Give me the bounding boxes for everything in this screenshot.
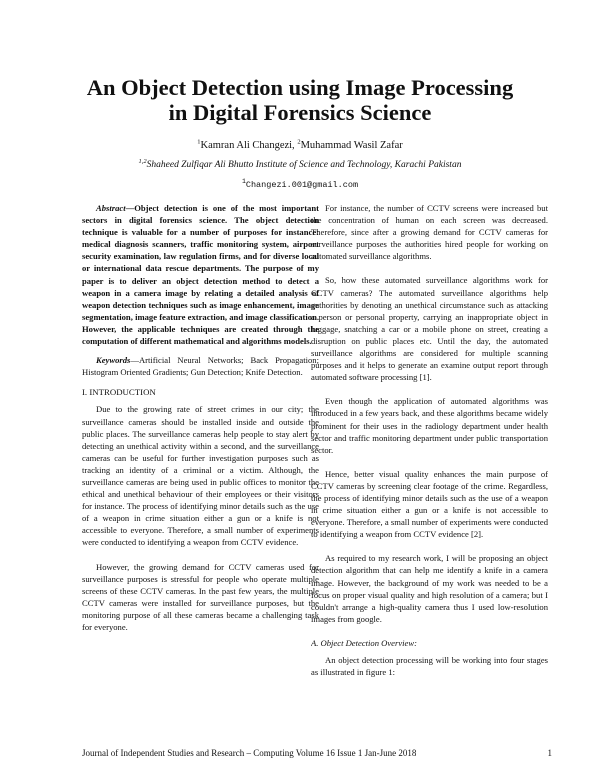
keywords-lead: Keywords (96, 355, 131, 366)
title-line-1: An Object Detection using Image Processing (86, 75, 514, 100)
page-number: 1 (547, 748, 552, 758)
affiliation-text: Shaheed Zulfiqar Ali Bhutto Institute of Science and Technology, Karachi Pakistan (146, 160, 462, 170)
affiliation (40, 157, 560, 170)
author-list (40, 140, 560, 151)
subsection-heading: A. Object Detection Overview: (311, 637, 417, 648)
author-1-superscript: 1 (197, 138, 201, 146)
title-line-2: in Digital Forensics Science (168, 100, 432, 125)
page-footer (82, 748, 552, 758)
author-2: Muhammad Wasil Zafar (300, 140, 403, 151)
right-column (311, 202, 548, 722)
affiliation-superscript: 1,2 (138, 157, 147, 165)
right-paragraph: So, how these automated surveillance algorithms work for CCTV cameras? The automated surveillance algorithms help authorities by denoting an unethical circumstance such as attacking a person or personal property, carrying an inappropriate object in luggage, snatching a car or a mobile phone on street, creating a disruption on public places etc. Until the day, the automated surveillance algorithms are considered for multiple scanning purposes and it helps to generate an examine output report through automated software processing [1]. (311, 275, 548, 383)
footer-journal: Journal of Independent Studies and Research – Computing Volume 16 Issue 1 Jan-June 2018 (82, 748, 417, 758)
section-heading-introduction: I. INTRODUCTION (82, 387, 156, 398)
right-paragraph: For instance, the number of CCTV screens were increased but the concentration of human on each screen was decreased. Therefore, since after a growing demand for CCTV cameras for surveillance purposes the authorities hired people for working on automated surveillance algorithms. (311, 203, 548, 262)
author-email (40, 180, 560, 190)
left-column (82, 202, 319, 722)
right-paragraph: Even though the application of automated algorithms was introduced in a few years back, and these algorithms became widely prominent for their uses in the radiology department under health sector and traffic monitoring department under public transportation sector. (311, 396, 548, 455)
paper-title (40, 75, 560, 125)
abstract (82, 202, 319, 347)
right-paragraph: As required to my research work, I will be proposing an object detection algorithm that can help me identify a knife in a camera image. However, the background of my work was needed to be a focus on proper visual quality and high resolution of a camera; but I couldn't arrange a high-quality camera thus I used low-resolution images from google. (311, 553, 548, 624)
keywords (82, 354, 319, 378)
right-paragraph: Hence, better visual quality enhances the main purpose of CCTV cameras by screening clear footage of the crime. Regardless, the process of identifying minor details such as the use of a weapon in crime situation either a gun or a knife is not accessible to everyone. Therefore, a small number of experiments were conducted to identifying a weapon from CCTV evidence [2]. (311, 468, 548, 540)
email-text: Changezi.001@gmail.com (245, 180, 359, 190)
keywords-text: —Artificial Neural Networks; Back Propagation; Histogram Oriented Gradients; Gun Detection; Knife Detection. (82, 355, 319, 378)
left-paragraph: Due to the growing rate of street crimes in our city; the surveillance cameras should be installed inside and outside the public places. The surveillance cameras help people to stay alert by detecting an unethical activity within a second, and the surveillance cameras can be useful for further investigation purposes such as tracking an identity of a criminal or a victim. Although, the surveillance cameras are being used in public offices to monitor the ethical and unethical behaviour of their employees or their visitors for instance. The process of identifying minor details such as the use of a weapon in crime situation either a gun or a knife is not accessible to everyone. Therefore, a small number of experiments were conducted to identifying a weapon from CCTV evidence. (82, 404, 319, 548)
left-paragraph: However, the growing demand for CCTV cameras used for surveillance purposes is stressful for people who operate multiple screens of these CCTV cameras. In the past few years, the multiple CCTV cameras were installed for surveillance purposes, but the monitoring purpose of all these cameras became a challenging task for everyone. (82, 561, 319, 632)
author-2-superscript: 2 (297, 138, 301, 146)
email-superscript: 1 (241, 178, 246, 186)
abstract-lead: Abstract (96, 203, 126, 213)
right-paragraph: An object detection processing will be working into four stages as illustrated in figure 1: (311, 655, 548, 678)
author-1: Kamran Ali Changezi, (200, 140, 298, 151)
abstract-text: —Object detection is one of the most important sectors in digital forensics science. The object detection technique is valuable for a number of purposes for instance: medical diagnosis scanners, traffic monitoring system, airport security examination, law regulation firms, and for diverse local or international data rescue departments. The purpose of my paper is to deliver an object detection method to detect a weapon in a camera image by relating a detailed analysis of weapon detection techniques such as image enhancement, image segmentation, image feature extraction, and image classification. However, the applicable techniques are created through the computation of different mathematical and algorithms models. (82, 203, 319, 347)
